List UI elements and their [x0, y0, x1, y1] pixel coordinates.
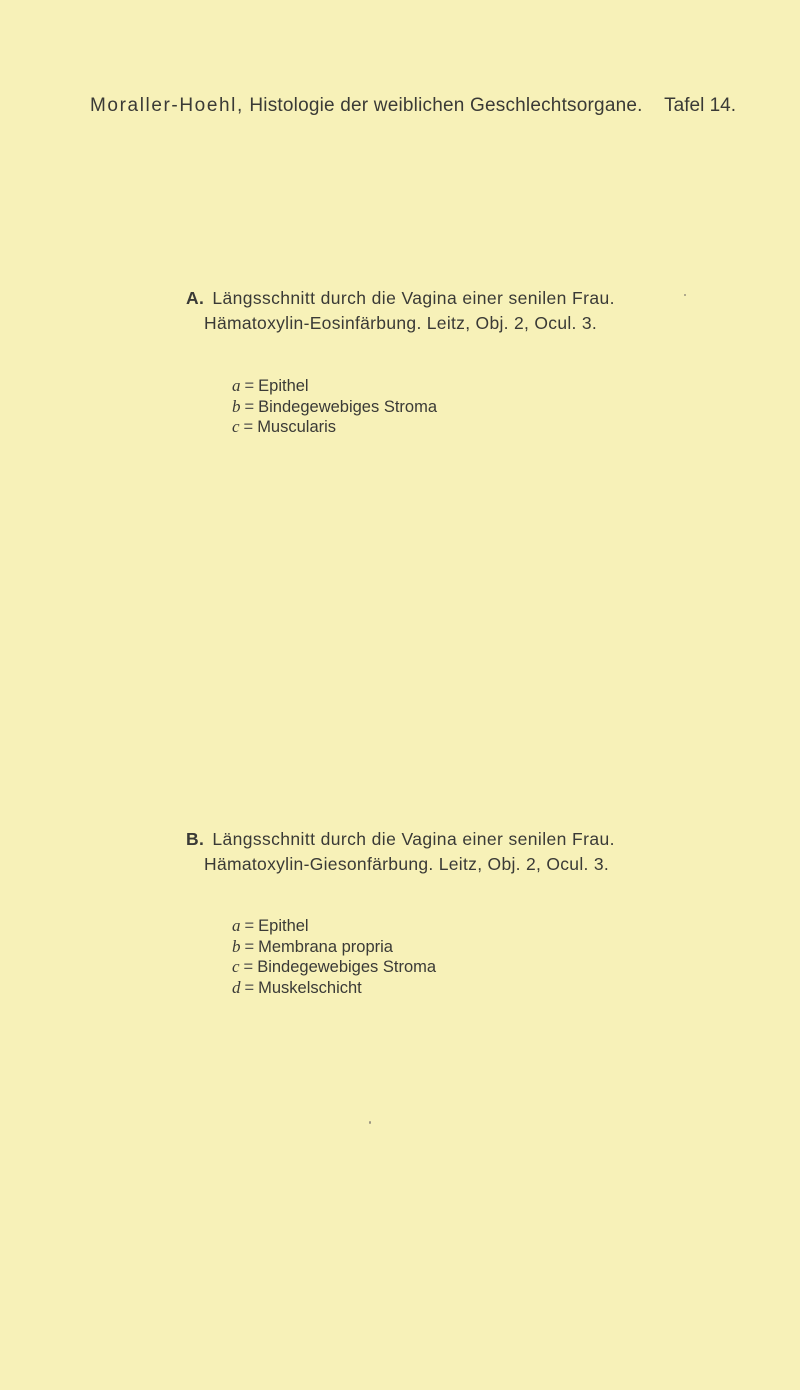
- legend-item: [232, 916, 436, 937]
- legend-item: [232, 397, 437, 418]
- header-author: Moraller-Hoehl,: [90, 95, 244, 116]
- legend-equals: =: [243, 418, 254, 436]
- legend-key: c: [232, 417, 240, 436]
- legend-label: Epithel: [258, 917, 309, 935]
- legend-item: [232, 937, 436, 958]
- legend-key: b: [232, 936, 241, 956]
- section-b-legend: [232, 916, 436, 998]
- section-a-title: Längsschnitt durch die Vagina einer senilen Frau.: [212, 288, 615, 308]
- legend-item: [232, 376, 437, 397]
- legend-label: Muskelschicht: [258, 978, 362, 997]
- legend-key: c: [232, 957, 240, 976]
- legend-equals: =: [244, 397, 255, 416]
- legend-label: Epithel: [258, 377, 309, 395]
- legend-key: d: [232, 977, 241, 997]
- legend-key: a: [232, 376, 241, 395]
- legend-key: a: [232, 916, 241, 935]
- legend-label: Bindegewebiges Stroma: [257, 958, 437, 976]
- plate-number: Tafel 14.: [664, 95, 736, 116]
- section-b-subtitle: Hämatoxylin-Giesonfärbung. Leitz, Obj. 2, Ocul. 3.: [204, 854, 610, 874]
- section-b-title: Längsschnitt durch die Vagina einer senilen Frau.: [212, 829, 615, 849]
- header-title: Histologie der weiblichen Geschlechtsorgane.: [249, 95, 643, 116]
- paper-speck: [684, 294, 686, 296]
- paper-speck: [369, 1121, 371, 1124]
- header-left: [90, 92, 643, 120]
- legend-equals: =: [244, 978, 255, 997]
- legend-label: Membrana propria: [258, 937, 393, 956]
- legend-item: [232, 417, 437, 438]
- legend-label: Bindegewebiges Stroma: [258, 397, 437, 416]
- section-a-subtitle: Hämatoxylin-Eosinfärbung. Leitz, Obj. 2, Ocul. 3.: [204, 313, 598, 333]
- legend-equals: =: [244, 917, 255, 935]
- legend-key: b: [232, 396, 241, 416]
- legend-equals: =: [243, 958, 254, 976]
- section-b-title-line: [186, 827, 615, 851]
- legend-item: [232, 978, 436, 999]
- legend-item: [232, 957, 436, 978]
- section-a-letter: A.: [186, 288, 205, 308]
- section-b-letter: B.: [186, 829, 205, 849]
- page-header: [90, 92, 736, 120]
- legend-equals: =: [244, 937, 255, 956]
- legend-label: Muscularis: [257, 418, 337, 436]
- section-a-legend: [232, 376, 437, 438]
- section-a-title-line: [186, 286, 615, 310]
- legend-equals: =: [244, 377, 255, 395]
